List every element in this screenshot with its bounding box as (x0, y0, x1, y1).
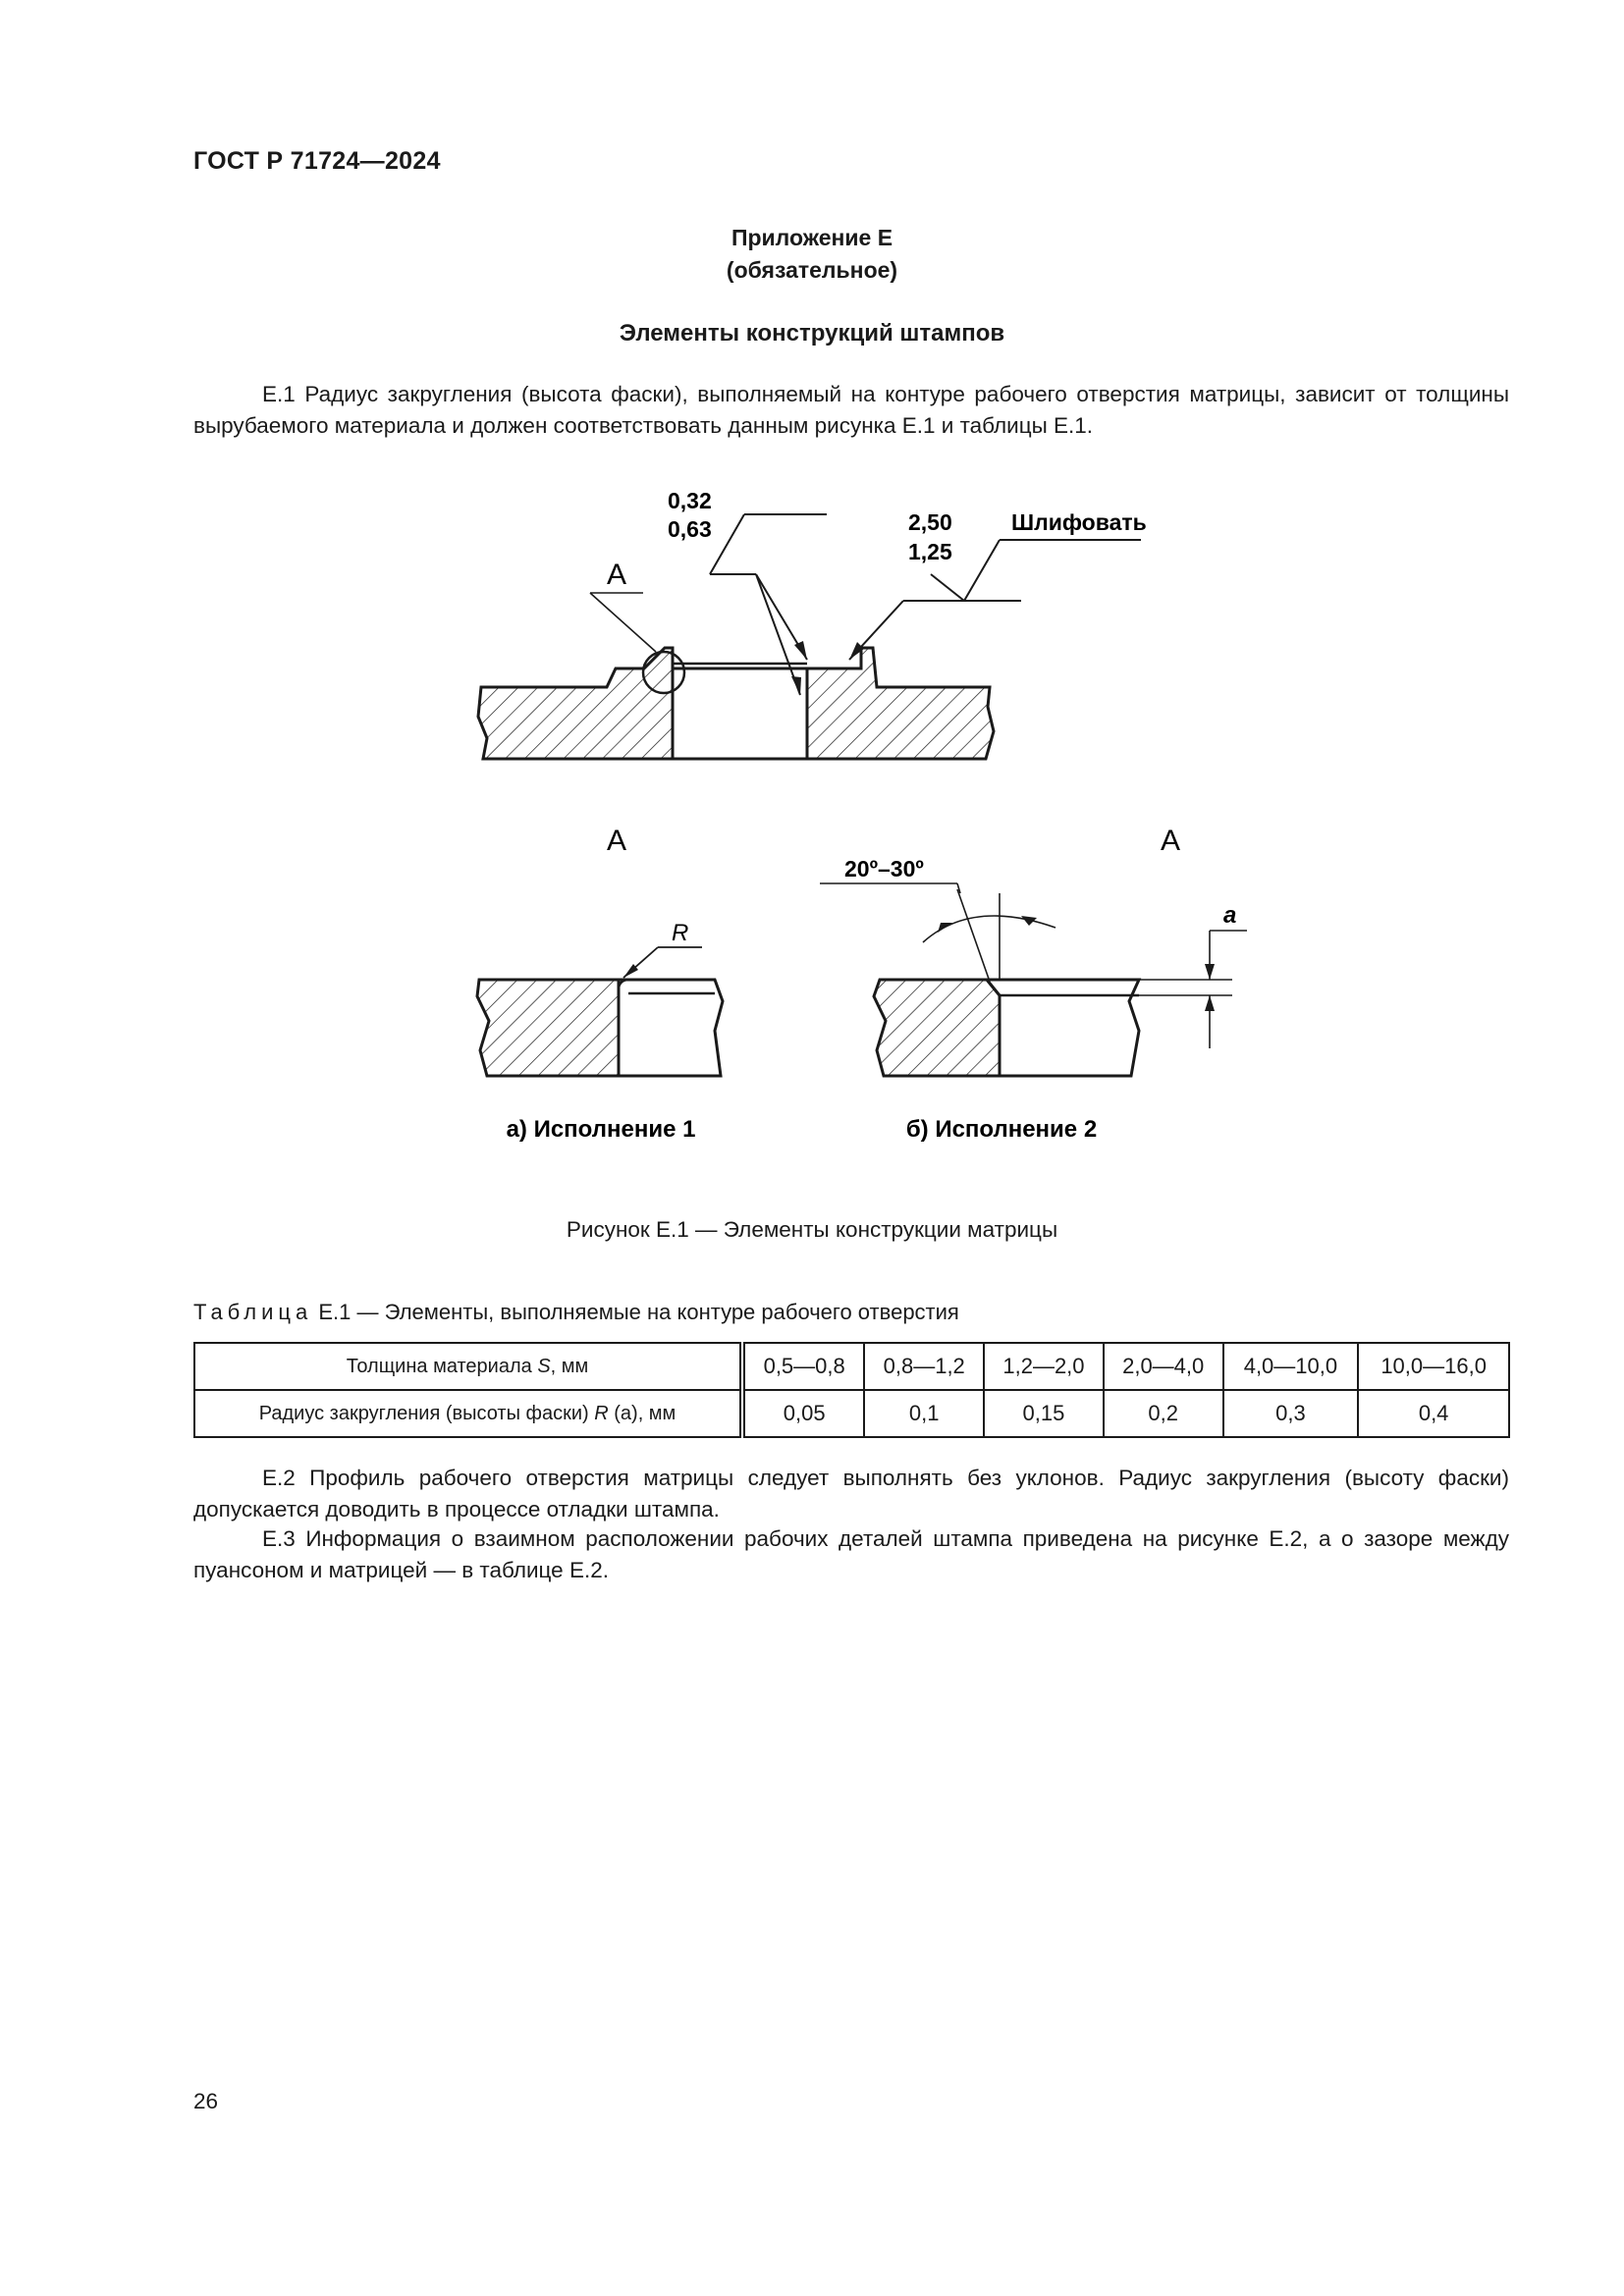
table-cell: 2,0—4,0 (1104, 1343, 1223, 1390)
roughness-right-2: 1,25 (908, 539, 952, 564)
paragraph-e2 (193, 1463, 1509, 1525)
arrowhead (794, 641, 807, 660)
angle-ext-chamfer (957, 889, 990, 982)
roughness-left-sign (710, 514, 744, 574)
section-title: Элементы конструкций штампов (619, 320, 1005, 347)
right-hatched-part (807, 648, 994, 759)
paragraph-e3 (193, 1523, 1509, 1586)
paragraph-e2-text: Е.2 Профиль рабочего отверстия матрицы следует выполнять без уклонов. Радиус закругления (высоту фаски) допускается доводить в процессе отладки штампа. (193, 1466, 1509, 1522)
arrowhead (1205, 995, 1215, 1011)
page-number: 26 (193, 2089, 219, 2113)
table-cell: 4,0—10,0 (1223, 1343, 1359, 1390)
detail-leader (590, 593, 656, 652)
variant-2-caption: б) Исполнение 2 (905, 1116, 1098, 1143)
table-row (194, 1390, 1509, 1437)
table-caption-word: Таблица (193, 1300, 313, 1324)
view-label-variant-2: А (1160, 825, 1181, 857)
table-caption (193, 1300, 959, 1325)
detail-variant-1 (477, 825, 723, 1143)
roughness-right-1: 2,50 (908, 509, 952, 535)
table-row (194, 1343, 1509, 1390)
chamfer-label: a (1223, 902, 1237, 929)
arrowhead (1205, 964, 1215, 980)
table-cell: 0,2 (1104, 1390, 1223, 1437)
variant-2-hatched (874, 980, 1000, 1076)
angle-label: 20º–30º (844, 856, 924, 881)
row-header-unit: , мм (550, 1355, 589, 1377)
table-cell: 0,3 (1223, 1390, 1359, 1437)
arrowhead (938, 923, 952, 933)
table-cell: 0,05 (742, 1390, 864, 1437)
grind-label: Шлифовать (1011, 509, 1147, 535)
figure-caption: Рисунок Е.1 — Элементы конструкции матрицы (566, 1217, 1058, 1242)
variant-2-hole (987, 980, 1139, 1076)
table-cell: 1,2—2,0 (984, 1343, 1104, 1390)
radius-label: R (672, 920, 689, 946)
view-label-variant-1: А (606, 825, 627, 857)
roughness-right-sign (931, 574, 964, 601)
appendix-status: (обязательное) (726, 257, 898, 283)
table-caption-text: Е.1 — Элементы, выполняемые на контуре рабочего отверстия (312, 1300, 959, 1324)
variant-1-caption: а) Исполнение 1 (506, 1116, 696, 1143)
row-header-text: Радиус закругления (высоты фаски) (258, 1402, 595, 1424)
view-label-main: А (606, 559, 627, 591)
row-header-var: R (594, 1402, 609, 1424)
paragraph-e1-text: Е.1 Радиус закругления (высота фаски), выполняемый на контуре рабочего отверстия матрицы, зависит от толщины вырубаемого материала и должен соответствовать данным рисунка Е.1 и таблицы Е.1. (193, 382, 1509, 438)
row-header-thickness (194, 1343, 742, 1390)
table-cell: 10,0—16,0 (1358, 1343, 1509, 1390)
row-header-radius (194, 1390, 742, 1437)
variant-1-hatched (477, 980, 619, 1076)
roughness-left-1: 0,32 (668, 488, 712, 513)
table-cell: 0,8—1,2 (864, 1343, 984, 1390)
row-header-var: S (537, 1355, 551, 1377)
table-cell: 0,1 (864, 1390, 984, 1437)
working-hole (673, 668, 807, 759)
appendix-title: Приложение Е (731, 225, 893, 250)
paragraph-e3-text: Е.3 Информация о взаимном расположении рабочих деталей штампа приведена на рисунке Е.2, а о зазоре между пуансоном и матрицей — в таблице Е.2. (193, 1526, 1509, 1582)
row-header-text: Толщина материала (346, 1355, 538, 1377)
roughness-right-sign-2 (964, 540, 1000, 601)
detail-variant-2 (820, 825, 1247, 1143)
standard-number: ГОСТ Р 71724—2024 (193, 147, 441, 175)
table-cell: 0,5—0,8 (742, 1343, 864, 1390)
chamfer-table (193, 1342, 1510, 1438)
roughness-left-2: 0,63 (668, 516, 712, 542)
row-header-unit: (а), мм (608, 1402, 677, 1424)
table-cell: 0,15 (984, 1390, 1104, 1437)
table-cell: 0,4 (1358, 1390, 1509, 1437)
main-section (478, 488, 1147, 759)
